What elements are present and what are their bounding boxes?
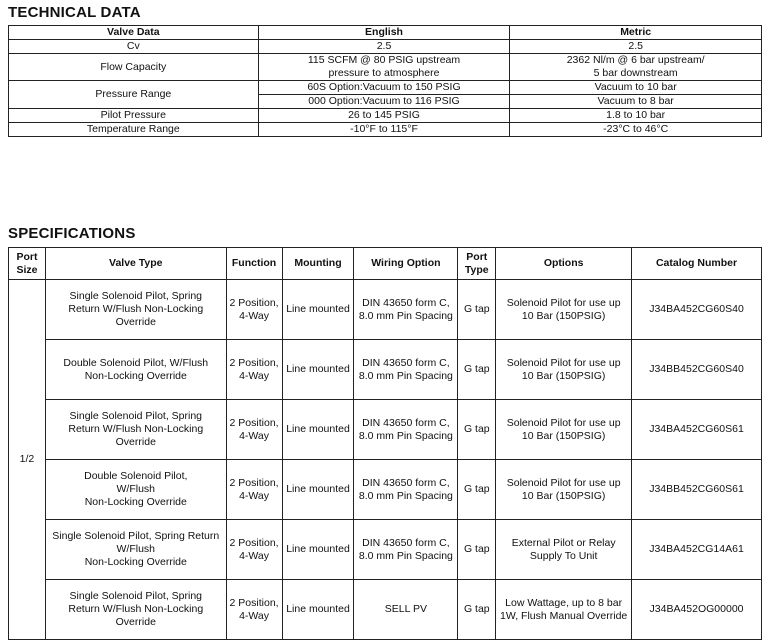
table-row — [9, 81, 762, 95]
column-header-options: Options — [496, 248, 632, 280]
technical-data-table — [8, 25, 762, 137]
table-row — [9, 123, 762, 137]
english-value: -10°F to 115°F — [258, 123, 510, 137]
catalog-number-cell: J34BB452CG60S40 — [632, 340, 762, 400]
column-header-port-type: Port Type — [458, 248, 496, 280]
column-header-metric: Metric — [510, 26, 762, 40]
catalog-number-cell: J34BA452CG60S61 — [632, 400, 762, 460]
options-cell: Solenoid Pilot for use up 10 Bar (150PSIG) — [496, 460, 632, 520]
options-cell: Solenoid Pilot for use up 10 Bar (150PSIG) — [496, 340, 632, 400]
table-row — [9, 460, 762, 520]
valve-type-cell: Single Solenoid Pilot, Spring Return W/Flush Non-Locking Override — [45, 400, 226, 460]
metric-value: 2.5 — [510, 40, 762, 54]
wiring-option-cell: DIN 43650 form C, 8.0 mm Pin Spacing — [354, 460, 458, 520]
row-label: Flow Capacity — [9, 54, 259, 81]
port-type-cell: G tap — [458, 280, 496, 340]
wiring-option-cell: DIN 43650 form C, 8.0 mm Pin Spacing — [354, 520, 458, 580]
mounting-cell: Line mounted — [282, 580, 354, 640]
function-cell: 2 Position, 4-Way — [226, 280, 282, 340]
port-type-cell: G tap — [458, 520, 496, 580]
table-row — [9, 580, 762, 640]
port-type-cell: G tap — [458, 460, 496, 520]
mounting-cell: Line mounted — [282, 520, 354, 580]
mounting-cell: Line mounted — [282, 340, 354, 400]
column-header-function: Function — [226, 248, 282, 280]
port-type-cell: G tap — [458, 400, 496, 460]
valve-type-cell: Single Solenoid Pilot, Spring Return W/Flush Non-Locking Override — [45, 520, 226, 580]
specifications-heading: SPECIFICATIONS — [8, 225, 136, 242]
mounting-cell: Line mounted — [282, 460, 354, 520]
wiring-option-cell: DIN 43650 form C, 8.0 mm Pin Spacing — [354, 340, 458, 400]
valve-type-cell: Double Solenoid Pilot, W/Flush Non-Locking Override — [45, 460, 226, 520]
column-header-catalog-number: Catalog Number — [632, 248, 762, 280]
english-value: 115 SCFM @ 80 PSIG upstream pressure to atmosphere — [258, 54, 510, 81]
metric-value: -23°C to 46°C — [510, 123, 762, 137]
metric-value: 1.8 to 10 bar — [510, 109, 762, 123]
specifications-table — [8, 247, 762, 640]
table-row — [9, 109, 762, 123]
column-header-port-size: Port Size — [9, 248, 46, 280]
options-cell: Low Wattage, up to 8 bar 1W, Flush Manual Override — [496, 580, 632, 640]
table-header-row — [9, 248, 762, 280]
metric-value: Vacuum to 10 bar — [510, 81, 762, 95]
english-value: 60S Option:Vacuum to 150 PSIG — [258, 81, 510, 95]
column-header-valve-data: Valve Data — [9, 26, 259, 40]
metric-value: Vacuum to 8 bar — [510, 95, 762, 109]
port-type-cell: G tap — [458, 580, 496, 640]
column-header-wiring-option: Wiring Option — [354, 248, 458, 280]
table-row — [9, 280, 762, 340]
row-label: Temperature Range — [9, 123, 259, 137]
row-label: Pressure Range — [9, 81, 259, 109]
function-cell: 2 Position, 4-Way — [226, 400, 282, 460]
row-label: Cv — [9, 40, 259, 54]
function-cell: 2 Position, 4-Way — [226, 520, 282, 580]
english-value: 2.5 — [258, 40, 510, 54]
table-row — [9, 40, 762, 54]
mounting-cell: Line mounted — [282, 280, 354, 340]
wiring-option-cell: SELL PV — [354, 580, 458, 640]
table-row — [9, 400, 762, 460]
wiring-option-cell: DIN 43650 form C, 8.0 mm Pin Spacing — [354, 280, 458, 340]
options-cell: Solenoid Pilot for use up 10 Bar (150PSIG) — [496, 280, 632, 340]
table-header-row — [9, 26, 762, 40]
english-value: 000 Option:Vacuum to 116 PSIG — [258, 95, 510, 109]
column-header-english: English — [258, 26, 510, 40]
metric-value: 2362 Nl/m @ 6 bar upstream/ 5 bar downstream — [510, 54, 762, 81]
row-label: Pilot Pressure — [9, 109, 259, 123]
function-cell: 2 Position, 4-Way — [226, 460, 282, 520]
table-row — [9, 340, 762, 400]
catalog-number-cell: J34BA452OG00000 — [632, 580, 762, 640]
table-row — [9, 520, 762, 580]
table-row — [9, 54, 762, 81]
port-size-cell: 1/2 — [9, 280, 46, 640]
column-header-valve-type: Valve Type — [45, 248, 226, 280]
valve-type-cell: Double Solenoid Pilot, W/Flush Non-Locking Override — [45, 340, 226, 400]
mounting-cell: Line mounted — [282, 400, 354, 460]
valve-type-cell: Single Solenoid Pilot, Spring Return W/Flush Non-Locking Override — [45, 280, 226, 340]
english-value: 26 to 145 PSIG — [258, 109, 510, 123]
catalog-number-cell: J34BA452CG14A61 — [632, 520, 762, 580]
technical-data-heading: TECHNICAL DATA — [8, 4, 141, 21]
function-cell: 2 Position, 4-Way — [226, 580, 282, 640]
wiring-option-cell: DIN 43650 form C, 8.0 mm Pin Spacing — [354, 400, 458, 460]
valve-type-cell: Single Solenoid Pilot, Spring Return W/Flush Non-Locking Override — [45, 580, 226, 640]
catalog-number-cell: J34BB452CG60S61 — [632, 460, 762, 520]
options-cell: Solenoid Pilot for use up 10 Bar (150PSIG) — [496, 400, 632, 460]
column-header-mounting: Mounting — [282, 248, 354, 280]
port-type-cell: G tap — [458, 340, 496, 400]
options-cell: External Pilot or Relay Supply To Unit — [496, 520, 632, 580]
function-cell: 2 Position, 4-Way — [226, 340, 282, 400]
catalog-number-cell: J34BA452CG60S40 — [632, 280, 762, 340]
